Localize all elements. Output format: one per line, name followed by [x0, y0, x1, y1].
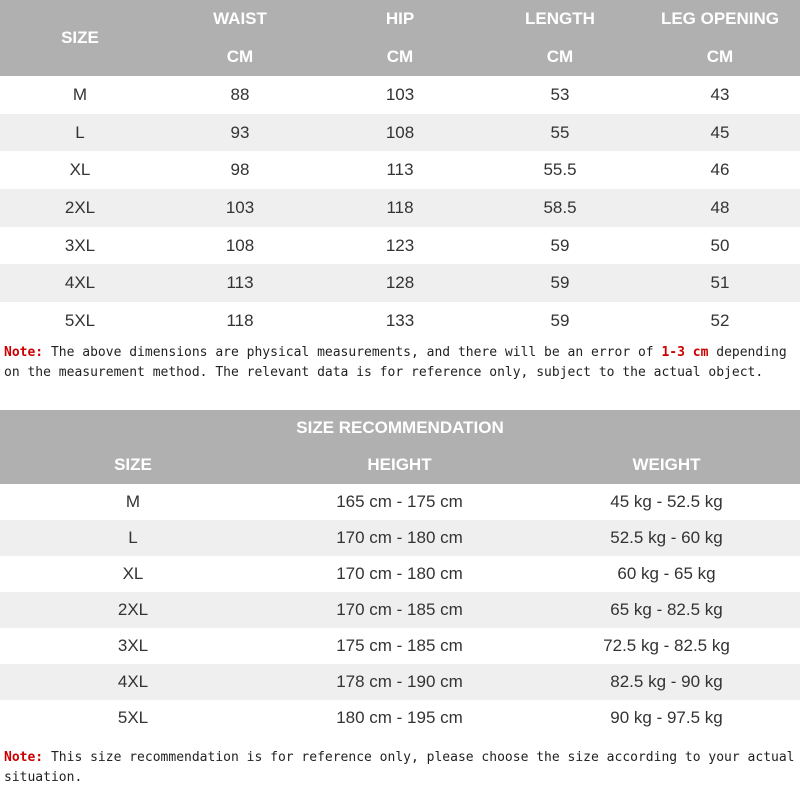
note-label: Note:	[4, 750, 44, 765]
unit-leg-opening: CM	[706, 47, 734, 66]
cell-length: 59	[550, 273, 570, 293]
measurement-table-body	[0, 76, 800, 340]
cell-size: L	[75, 122, 85, 142]
table-row	[0, 264, 800, 302]
cell-height: 178 cm - 190 cm	[336, 672, 463, 691]
cell-leg-opening: 50	[710, 235, 730, 255]
cell-height: 165 cm - 175 cm	[336, 492, 463, 511]
note-text: This size recommendation is for reference only, please choose the size according to your actual situation.	[4, 750, 795, 785]
recommendation-table-header	[0, 410, 800, 484]
cell-length: 53	[550, 84, 570, 104]
cell-hip: 113	[386, 160, 414, 180]
cell-weight: 60 kg - 65 kg	[617, 564, 716, 583]
unit-waist: CM	[226, 47, 254, 66]
cell-weight: 45 kg - 52.5 kg	[610, 492, 723, 511]
cell-weight: 72.5 kg - 82.5 kg	[603, 636, 730, 655]
table-row	[0, 484, 800, 520]
measurement-table-header	[0, 0, 800, 76]
table-row	[0, 151, 800, 189]
cell-leg-opening: 46	[710, 160, 730, 180]
table-row	[0, 628, 800, 664]
note-text-before: The above dimensions are physical measurements, and there will be an error of	[43, 345, 662, 360]
cell-waist: 93	[230, 122, 250, 142]
measurement-note	[4, 343, 799, 383]
unit-hip: CM	[386, 47, 414, 66]
cell-size: XL	[122, 564, 144, 583]
cell-size: 3XL	[64, 235, 96, 255]
rec-header-height: HEIGHT	[367, 455, 432, 474]
cell-hip: 128	[385, 273, 415, 293]
cell-waist: 108	[225, 235, 255, 255]
recommendation-table-body	[0, 484, 800, 736]
cell-length: 58.5	[543, 197, 577, 217]
cell-size: 2XL	[117, 600, 149, 619]
header-leg-opening: LEG OPENING	[660, 9, 780, 28]
cell-size: 2XL	[64, 197, 96, 217]
note-label: Note:	[4, 345, 44, 360]
cell-waist: 103	[225, 197, 255, 217]
cell-length: 55	[550, 122, 570, 142]
cell-size: L	[128, 528, 138, 547]
cell-height: 175 cm - 185 cm	[336, 636, 463, 655]
note-text-after: depending on the measurement method. The relevant data is for reference only, subject to the actual object.	[4, 345, 787, 380]
table-row	[0, 520, 800, 556]
cell-height: 180 cm - 195 cm	[336, 708, 463, 727]
cell-height: 170 cm - 180 cm	[336, 564, 463, 583]
cell-waist: 113	[226, 273, 254, 293]
cell-weight: 90 kg - 97.5 kg	[610, 708, 723, 727]
cell-leg-opening: 52	[710, 310, 730, 330]
cell-hip: 133	[385, 310, 415, 330]
cell-weight: 65 kg - 82.5 kg	[610, 600, 723, 619]
cell-size: XL	[69, 160, 91, 180]
header-size: SIZE	[61, 28, 99, 47]
cell-size: M	[72, 84, 88, 104]
cell-height: 170 cm - 185 cm	[336, 600, 463, 619]
cell-size: M	[125, 492, 141, 511]
header-hip: HIP	[385, 9, 415, 28]
rec-header-size: SIZE	[114, 455, 152, 474]
table-row	[0, 227, 800, 265]
cell-waist: 88	[230, 84, 250, 104]
table-row	[0, 114, 800, 152]
cell-size: 3XL	[117, 636, 149, 655]
measurement-table	[0, 0, 800, 340]
cell-length: 59	[550, 310, 570, 330]
recommendation-note	[4, 748, 799, 788]
cell-weight: 82.5 kg - 90 kg	[610, 672, 723, 691]
table-row	[0, 592, 800, 628]
table-row	[0, 556, 800, 592]
cell-leg-opening: 48	[710, 197, 730, 217]
rec-header-weight: WEIGHT	[632, 455, 701, 474]
cell-waist: 118	[226, 310, 254, 330]
cell-height: 170 cm - 180 cm	[336, 528, 463, 547]
cell-hip: 108	[385, 122, 415, 142]
cell-size: 5XL	[117, 708, 149, 727]
cell-weight: 52.5 kg - 60 kg	[610, 528, 723, 547]
cell-length: 55.5	[543, 160, 577, 180]
cell-hip: 123	[385, 235, 415, 255]
cell-leg-opening: 43	[710, 84, 730, 104]
cell-size: 5XL	[64, 310, 96, 330]
table-row	[0, 302, 800, 340]
recommendation-table	[0, 410, 800, 736]
table-row	[0, 189, 800, 227]
header-waist: WAIST	[213, 9, 267, 28]
header-length: LENGTH	[525, 9, 595, 28]
cell-waist: 98	[230, 160, 250, 180]
cell-leg-opening: 45	[710, 122, 730, 142]
table-row	[0, 76, 800, 114]
recommendation-title: SIZE RECOMMENDATION	[296, 418, 504, 437]
cell-size: 4XL	[64, 273, 96, 293]
cell-length: 59	[550, 235, 570, 255]
cell-leg-opening: 51	[710, 273, 730, 293]
table-row	[0, 700, 800, 736]
cell-hip: 118	[386, 197, 414, 217]
note-error-range: 1-3 cm	[661, 345, 709, 360]
cell-size: 4XL	[117, 672, 149, 691]
table-row	[0, 664, 800, 700]
cell-hip: 103	[385, 84, 415, 104]
unit-length: CM	[546, 47, 574, 66]
